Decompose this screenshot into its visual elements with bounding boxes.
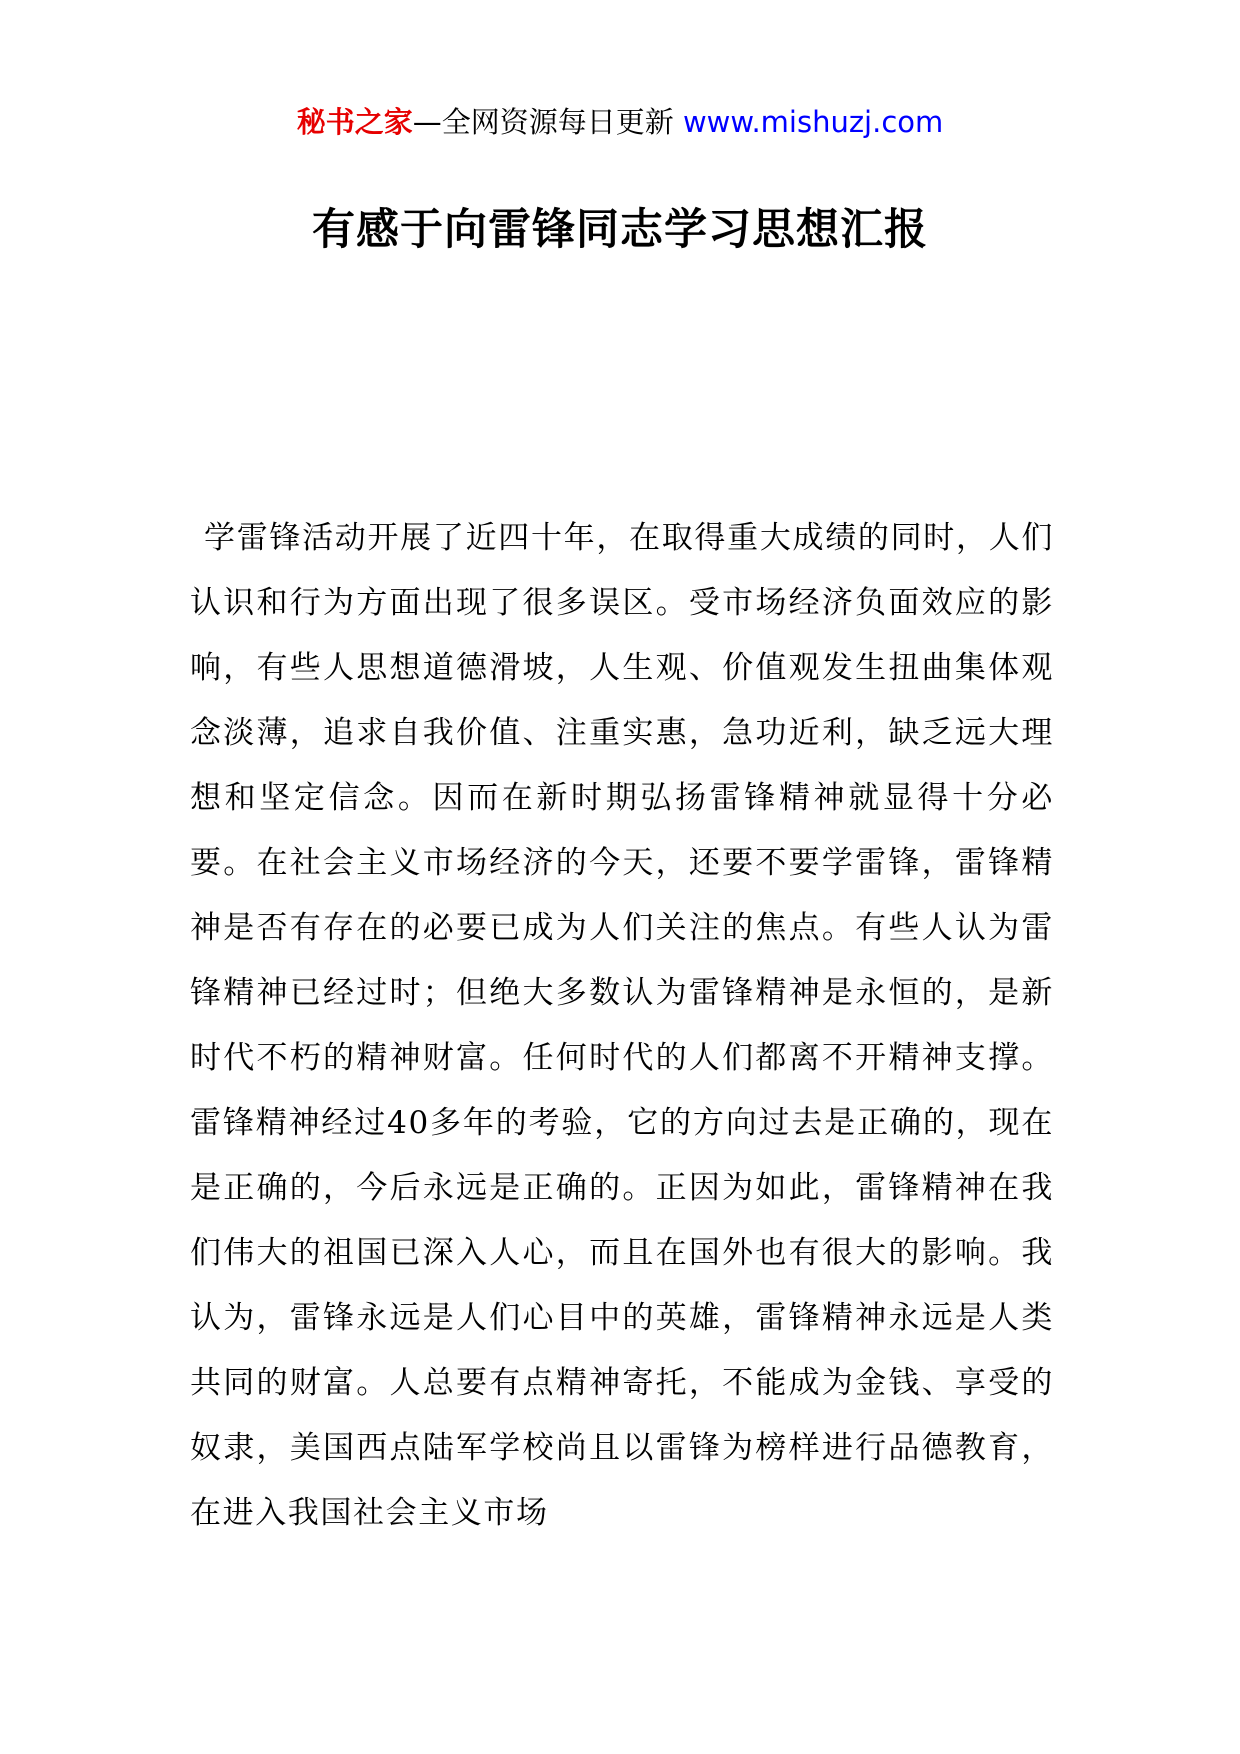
body-paragraph: 学雷锋活动开展了近四十年，在取得重大成绩的同时，人们认识和行为方面出现了很多误区。受市场经济负面效应的影响，有些人思想道德滑坡，人生观、价值观发生扭曲集体观念淡薄，追求自我价值、注重实惠，急功近利，缺乏远大理想和坚定信念。因而在新时期弘扬雷锋精神就显得十分必要。在社会主义市场经济的今天，还要不要学雷锋，雷锋精神是否有存在的必要已成为人们关注的焦点。有些人认为雷锋精神已经过时；但绝大多数认为雷锋精神是永恒的，是新时代不朽的精神财富。任何时代的人们都离不开精神支撑。雷锋精神经过40多年的考验，它的方向过去是正确的，现在是正确的，今后永远是正确的。正因为如此，雷锋精神在我们伟大的祖国已深入人心，而且在国外也有很大的影响。我认为，雷锋永远是人们心目中的英雄，雷锋精神永远是人类共同的财富。人总要有点精神寄托，不能成为金钱、享受的奴隶，美国西点陆军学校尚且以雷锋为榜样进行品德教育，在进入我国社会主义市场 (190, 520, 1054, 1531)
header-slogan: —全网资源每日更新 (412, 105, 674, 139)
site-url-link[interactable]: www.mishuzj.com (682, 105, 944, 139)
brand-name: 秘书之家 (296, 105, 413, 139)
document-title: 有感于向雷锋同志学习思想汇报 (312, 205, 928, 255)
site-header (0, 100, 1240, 144)
